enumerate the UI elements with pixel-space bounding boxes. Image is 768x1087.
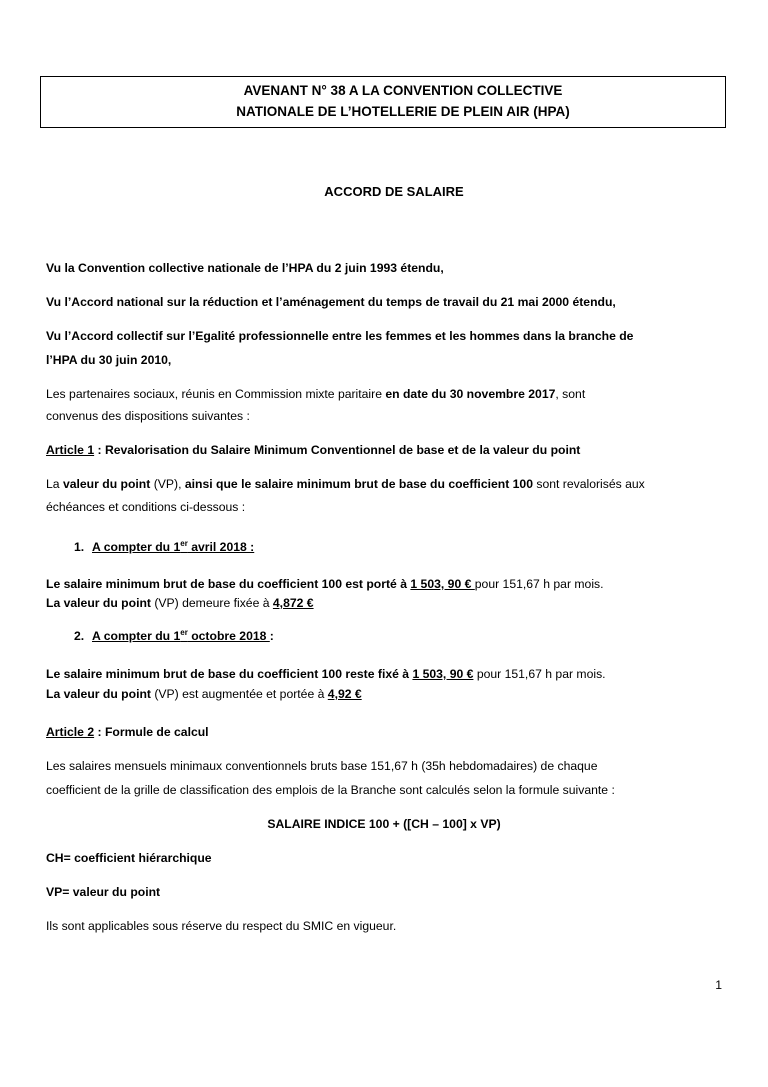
item-1-salary-a: Le salaire minimum brut de base du coefficient 100 est porté à [46,577,411,591]
article-2-heading [46,722,722,742]
item-1-vp [46,593,722,613]
item-2-head-b: octobre 2018 [187,629,270,643]
partners-text-b: , sont [555,387,586,401]
salary-formula: SALAIRE INDICE 100 + ([CH – 100] x VP) [267,817,501,831]
item-2-head-c: : [269,629,274,643]
item-2-salary-a: Le salaire minimum brut de base du coefficient 100 reste fixé à [46,667,413,681]
item-1-head-b: avril 2018 : [187,540,255,554]
article-2-text-line-1: Les salaires mensuels minimaux conventionnels bruts base 151,67 h (35h hebdomadaires) de chaque [46,759,598,773]
article-2-label: Article 2 [46,725,95,739]
article-1-intro-vp: valeur du point [62,477,151,491]
article-1-intro-line-2: échéances et conditions ci-dessous : [46,500,246,514]
article-1-label: Article 1 [46,443,95,457]
item-1-sup: er [180,539,188,548]
article-1-intro-a: La [46,477,63,491]
item-2-vp [46,684,722,704]
preamble-vu-1: Vu la Convention collective nationale de l’HPA du 2 juin 1993 étendu, [46,261,444,275]
item-1-salary [46,574,722,594]
item-1-vp-b: (VP) demeure fixée à [150,596,273,610]
partners-text-a: Les partenaires sociaux, réunis en Commission mixte paritaire [46,387,386,401]
smic-note: Ils sont applicables sous réserve du respect du SMIC en vigueur. [46,919,397,933]
title-line-1: AVENANT N° 38 A LA CONVENTION COLLECTIVE [243,83,563,98]
item-1-number: 1. [74,540,85,554]
item-2-salary-b: pour 151,67 h par mois. [473,667,606,681]
item-2-heading-text [92,629,270,643]
partners-date: en date du 30 novembre 2017 [385,387,556,401]
item-2-head-a: A compter du 1 [92,629,181,643]
article-2-title: : Formule de calcul [94,725,209,739]
preamble-vu-2: Vu l’Accord national sur la réduction et l’aménagement du temps de travail du 21 mai 2000 étendu, [46,295,616,309]
vp-definition: VP= valeur du point [46,885,161,899]
item-2-salary-amount: 1 503, 90 € [412,667,474,681]
title-line-2: NATIONALE DE L’HOTELLERIE DE PLEIN AIR (HPA) [236,104,570,119]
item-2-heading [74,626,274,646]
article-2-text-line-2: coefficient de la grille de classification des emplois de la Branche sont calculés selon la formule suivante : [46,783,615,797]
article-1-intro-d: sont revalorisés aux [533,477,645,491]
page-number: 1 [715,978,722,992]
item-1-vp-amount: 4,872 € [272,596,314,610]
partners-paragraph-line-1 [46,384,722,404]
article-1-intro-b: (VP), [150,477,185,491]
article-1-intro-line-1 [46,474,722,494]
item-2-vp-a: La valeur du point [46,687,151,701]
item-1-head-a: A compter du 1 [92,540,181,554]
preamble-vu-3-line-2: l’HPA du 30 juin 2010, [46,353,172,367]
item-2-vp-amount: 4,92 € [327,687,362,701]
item-1-heading-text [92,540,254,554]
item-2-salary [46,664,722,684]
preamble-vu-3-line-1: Vu l’Accord collectif sur l’Egalité professionnelle entre les femmes et les hommes dans la branche de [46,329,634,343]
item-1-vp-a: La valeur du point [46,596,151,610]
document-subtitle: ACCORD DE SALAIRE [324,184,464,199]
item-1-heading [74,537,254,557]
article-1-intro-c: ainsi que le salaire minimum brut de base du coefficient 100 [184,477,533,491]
article-1-heading [46,440,722,460]
item-1-salary-amount: 1 503, 90 € [410,577,475,591]
article-1-title: : Revalorisation du Salaire Minimum Conventionnel de base et de la valeur du point [94,443,581,457]
partners-paragraph-line-2: convenus des dispositions suivantes : [46,409,250,423]
item-1-salary-b: pour 151,67 h par mois. [474,577,604,591]
item-2-number: 2. [74,629,85,643]
item-2-sup: er [180,628,188,637]
ch-definition: CH= coefficient hiérarchique [46,851,212,865]
title-box [40,76,726,128]
item-2-vp-b: (VP) est augmentée et portée à [150,687,328,701]
